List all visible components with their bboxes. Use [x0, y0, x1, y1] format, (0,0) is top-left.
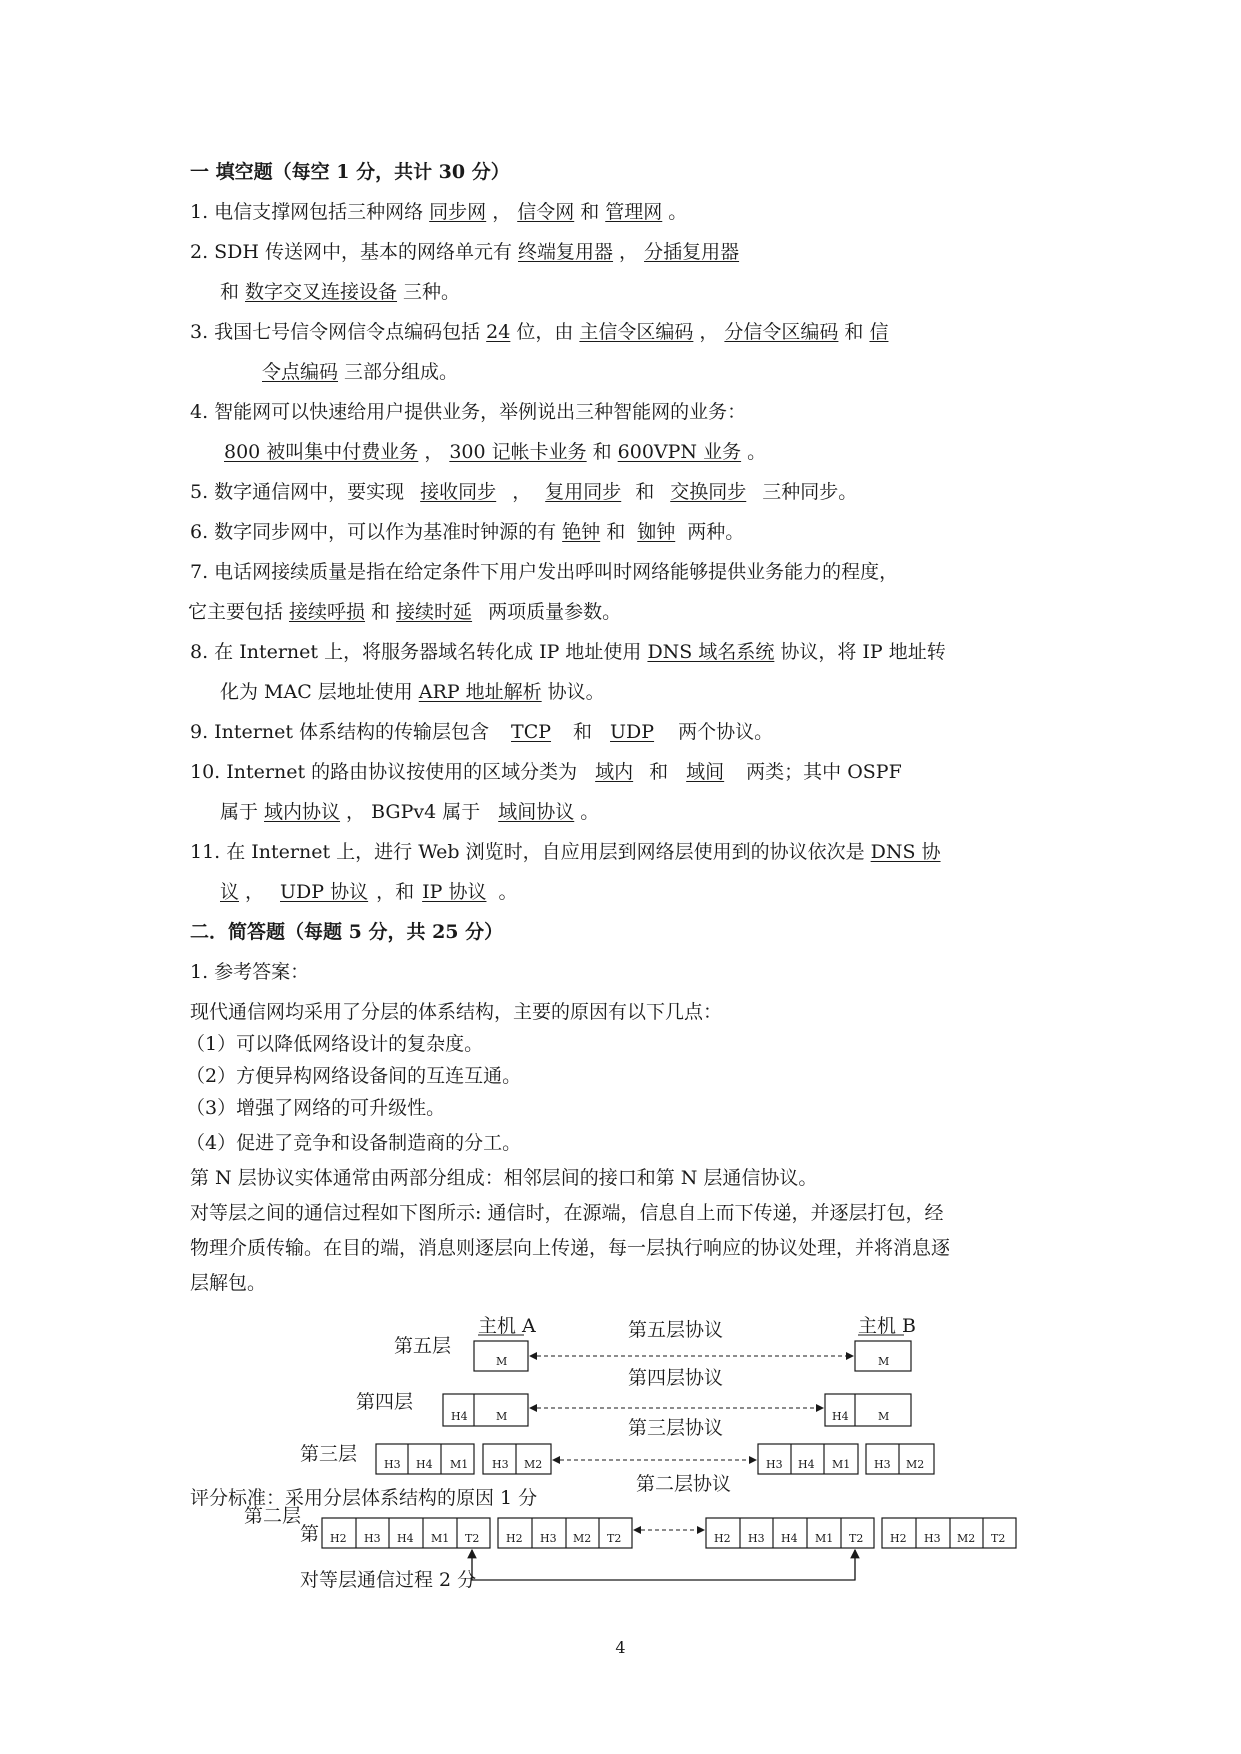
svg-text:H4: H4 — [832, 1410, 849, 1423]
host-b-label: 主机 B — [858, 1315, 917, 1337]
svg-text:T2: T2 — [849, 1532, 864, 1545]
answer: 交换同步 — [670, 481, 747, 503]
layer-3-label: 第三层 — [300, 1443, 358, 1465]
answer: UDP 协议 — [280, 881, 369, 903]
answer: 信令网 — [517, 201, 575, 223]
svg-text:M1: M1 — [450, 1458, 469, 1471]
page-number: 4 — [615, 1638, 626, 1657]
question-1: 1. 电信支撑网包括三种网络 同步网 ， 信令网 和 管理网 。 — [190, 201, 688, 223]
question-2-cont: 和 数字交叉连接设备 三种。 — [220, 281, 461, 303]
answer-paragraph: 物理介质传输。在目的端，消息则逐层向上传递，每一层执行响应的协议处理，并将消息逐 — [190, 1237, 951, 1259]
svg-text:H4: H4 — [397, 1532, 414, 1545]
svg-text:H3: H3 — [748, 1532, 765, 1545]
layer-2-host-a-frame-2 — [498, 1518, 632, 1548]
answer: 接续呼损 — [289, 601, 366, 623]
answer: 令点编码 — [262, 361, 339, 383]
answer: 600VPN 业务 — [617, 441, 742, 463]
answer: 域间协议 — [498, 801, 575, 823]
question-4: 4. 智能网可以快速给用户提供业务，举例说出三种智能网的业务： — [190, 401, 747, 423]
answer: 接续时延 — [396, 601, 473, 623]
svg-text:M: M — [496, 1355, 508, 1368]
protocol-4-label: 第四层协议 — [628, 1367, 724, 1389]
svg-text:H3: H3 — [384, 1458, 401, 1471]
protocol-3-label: 第三层协议 — [628, 1417, 724, 1439]
svg-text:H4: H4 — [451, 1410, 468, 1423]
host-a-label: 主机 A — [478, 1315, 536, 1337]
svg-text:M2: M2 — [957, 1532, 976, 1545]
answer: 议 — [220, 881, 240, 903]
answer-point: （1）可以降低网络设计的复杂度。 — [186, 1033, 484, 1055]
answer: 数字交叉连接设备 — [245, 281, 398, 303]
layer-3-host-a-frame-1 — [376, 1444, 474, 1474]
question-10-cont: 属于 域内协议 ， BGPv4 属于 域间协议 。 — [220, 801, 600, 823]
answer: 铯钟 — [562, 521, 601, 543]
answer: 铷钟 — [637, 521, 676, 543]
svg-text:H3: H3 — [492, 1458, 509, 1471]
svg-text:H3: H3 — [540, 1532, 557, 1545]
svg-text:H2: H2 — [330, 1532, 347, 1545]
svg-text:M1: M1 — [815, 1532, 834, 1545]
question-11-cont: 议 ， UDP 协议 ，和 IP 协议 。 — [220, 881, 518, 903]
answer: TCP — [511, 721, 552, 743]
answer-paragraph: 第 N 层协议实体通常由两部分组成：相邻层间的接口和第 N 层通信协议。 — [190, 1167, 818, 1189]
layer-2-label: 第二层 — [244, 1505, 302, 1527]
answer: 域内 — [595, 761, 634, 783]
layer-3-host-a-frame-2 — [483, 1444, 551, 1474]
answer: 同步网 — [429, 201, 487, 223]
svg-text:M: M — [878, 1355, 890, 1368]
section-2-title: 二．简答题（每题 5 分，共 25 分） — [190, 921, 504, 943]
answer: 终端复用器 — [518, 241, 614, 263]
answer: 接收同步 — [420, 481, 497, 503]
answer: 300 记帐卡业务 — [449, 441, 587, 463]
svg-text:T2: T2 — [991, 1532, 1006, 1545]
answer-heading: 1. 参考答案： — [190, 961, 310, 983]
answer: 复用同步 — [545, 481, 622, 503]
svg-text:H2: H2 — [890, 1532, 907, 1545]
answer: 域间 — [686, 761, 725, 783]
answer: 800 被叫集中付费业务 — [224, 441, 419, 463]
layer-4-label: 第四层 — [356, 1391, 414, 1413]
answer: 域内协议 — [264, 801, 341, 823]
svg-text:M1: M1 — [431, 1532, 450, 1545]
grading-criteria-1: 评分标准：采用分层体系结构的原因 1 分 — [190, 1487, 538, 1509]
answer: 分插复用器 — [644, 241, 740, 263]
question-9: 9. Internet 体系结构的传输层包含 TCP 和 UDP 两个协议。 — [190, 721, 774, 743]
svg-text:H3: H3 — [766, 1458, 783, 1471]
answer-point: （2）方便异构网络设备间的互连互通。 — [186, 1065, 522, 1087]
question-11: 11. 在 Internet 上，进行 Web 浏览时，自应用层到网络层使用到的协议依次是 DNS 协 — [190, 840, 947, 864]
answer: 24 — [486, 321, 511, 343]
svg-text:H3: H3 — [364, 1532, 381, 1545]
question-10: 10. Internet 的路由协议按使用的区域分类为 域内 和 域间 两类；其中 OSPF — [190, 761, 902, 783]
answer-paragraph: 对等层之间的通信过程如下图所示: 通信时，在源端，信息自上而下传递，并逐层打包，经 — [190, 1202, 944, 1224]
protocol-2-label: 第二层协议 — [636, 1473, 732, 1495]
svg-text:H3: H3 — [874, 1458, 891, 1471]
question-3: 3. 我国七号信令网信令点编码包括 24 位，由 主信令区编码 ， 分信令区编码 和 信 — [190, 320, 894, 344]
answer: IP 协议 — [422, 881, 487, 903]
svg-text:T2: T2 — [465, 1532, 480, 1545]
question-8: 8. 在 Internet 上，将服务器域名转化成 IP 地址使用 DNS 域名系统 协议，将 IP 地址转 — [190, 641, 946, 663]
layer-2-host-b-frame-1 — [706, 1518, 874, 1548]
answer-point: （3）增强了网络的可升级性。 — [186, 1097, 446, 1119]
layer-5-host-a-frame — [474, 1341, 528, 1371]
layer-4-host-b-frame — [825, 1394, 911, 1426]
svg-text:M: M — [496, 1410, 508, 1423]
layer-4-host-a-frame — [443, 1394, 528, 1426]
question-3-cont: 令点编码 三部分组成。 — [262, 361, 459, 383]
layer-3-host-b-frame-2 — [866, 1444, 934, 1474]
answer-point: （4）促进了竞争和设备制造商的分工。 — [186, 1132, 522, 1154]
grading-criteria-2: 对等层通信过程 2 分 — [300, 1569, 477, 1591]
question-2: 2. SDH 传送网中，基本的网络单元有 终端复用器 ， 分插复用器 — [190, 240, 745, 264]
answer-paragraph: 现代通信网均采用了分层的体系结构，主要的原因有以下几点： — [190, 1001, 723, 1023]
grading-overlap-text: 第 — [300, 1523, 320, 1545]
answer: 信 — [869, 321, 889, 343]
question-6: 6. 数字同步网中，可以作为基准时钟源的有 铯钟 和 铷钟 两种。 — [190, 521, 745, 543]
question-7: 7. 电话网接续质量是指在给定条件下用户发出呼叫时网络能够提供业务能力的程度， — [190, 561, 899, 583]
svg-text:M2: M2 — [524, 1458, 543, 1471]
svg-text:H2: H2 — [714, 1532, 731, 1545]
answer: ARP 地址解析 — [418, 681, 542, 703]
answer: 分信令区编码 — [724, 321, 839, 343]
section-1-title: 一 填空题（每空 1 分，共计 30 分） — [190, 161, 510, 183]
svg-text:H4: H4 — [781, 1532, 798, 1545]
physical-medium-path — [472, 1550, 855, 1580]
question-5: 5. 数字通信网中，要实现 接收同步 ， 复用同步 和 交换同步 三种同步。 — [190, 481, 858, 503]
protocol-5-label: 第五层协议 — [628, 1319, 724, 1341]
answer: DNS 协 — [870, 841, 941, 863]
svg-text:H3: H3 — [924, 1532, 941, 1545]
layer-2-host-a-frame-1 — [322, 1518, 490, 1548]
svg-text:T2: T2 — [607, 1532, 622, 1545]
layer-5-host-b-frame — [855, 1341, 911, 1371]
svg-text:M1: M1 — [832, 1458, 851, 1471]
svg-text:H2: H2 — [506, 1532, 523, 1545]
layer-2-host-b-frame-2 — [882, 1518, 1016, 1548]
svg-text:M: M — [878, 1410, 890, 1423]
question-7-cont: 它主要包括 接续呼损 和 接续时延 两项质量参数。 — [188, 601, 622, 623]
answer: 主信令区编码 — [579, 321, 694, 343]
svg-text:M2: M2 — [906, 1458, 925, 1471]
question-8-cont: 化为 MAC 层地址使用 ARP 地址解析 协议。 — [220, 681, 605, 703]
answer: 管理网 — [605, 201, 663, 223]
question-4-cont: 800 被叫集中付费业务 ， 300 记帐卡业务 和 600VPN 业务 。 — [218, 440, 766, 464]
svg-text:H4: H4 — [798, 1458, 815, 1471]
answer: UDP — [610, 721, 655, 743]
answer: DNS 域名系统 — [647, 641, 775, 663]
svg-text:M2: M2 — [573, 1532, 592, 1545]
layer-3-host-b-frame-1 — [758, 1444, 858, 1474]
answer-paragraph: 层解包。 — [190, 1272, 267, 1294]
layer-5-label: 第五层 — [394, 1335, 452, 1357]
svg-text:H4: H4 — [416, 1458, 433, 1471]
